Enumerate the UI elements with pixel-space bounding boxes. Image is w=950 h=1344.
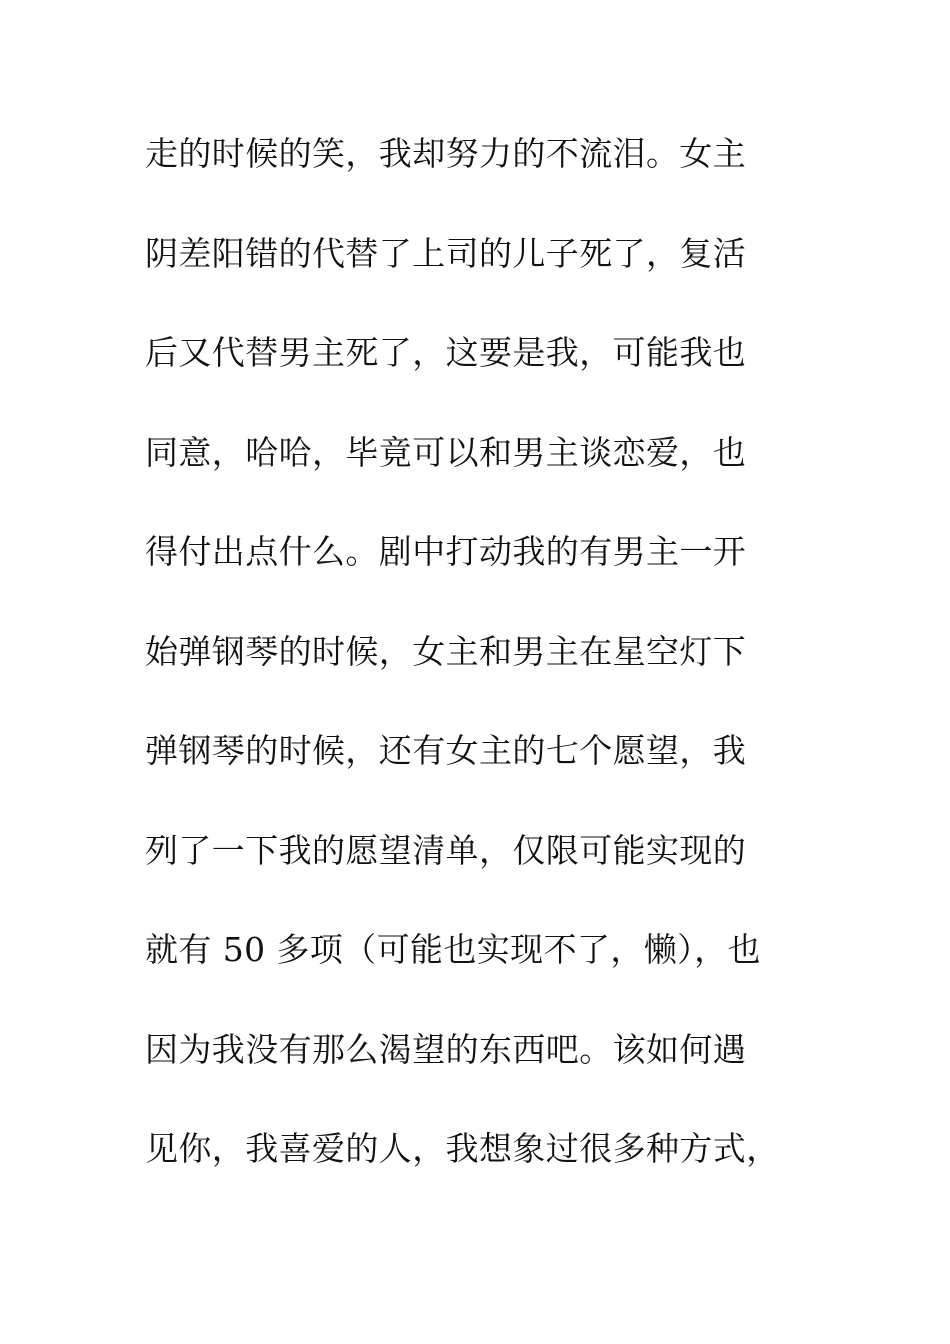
text-line: 列了一下我的愿望清单，仅限可能实现的 <box>145 830 747 870</box>
text-line: 得付出点什么。剧中打动我的有男主一开 <box>145 532 747 571</box>
text-line: 后又代替男主死了，这要是我，可能我也 <box>145 333 747 372</box>
text-line: 同意，哈哈，毕竟可以和男主谈恋爱，也 <box>145 432 747 472</box>
text-line: 弹钢琴的时候，还有女主的七个愿望，我 <box>145 731 747 770</box>
text-line: 就有 50 多项（可能也实现不了，懒），也 <box>145 930 761 969</box>
text-line: 阴差阳错的代替了上司的儿子死了，复活 <box>145 233 747 273</box>
text-line: 走的时候的笑，我却努力的不流泪。女主 <box>145 134 747 173</box>
text-line: 始弹钢琴的时候，女主和男主在星空灯下 <box>145 631 747 671</box>
body-text <box>145 128 805 1223</box>
text-line: 见你，我喜爱的人，我想象过很多种方式， <box>145 1129 780 1168</box>
text-line: 因为我没有那么渴望的东西吧。该如何遇 <box>145 1029 747 1069</box>
